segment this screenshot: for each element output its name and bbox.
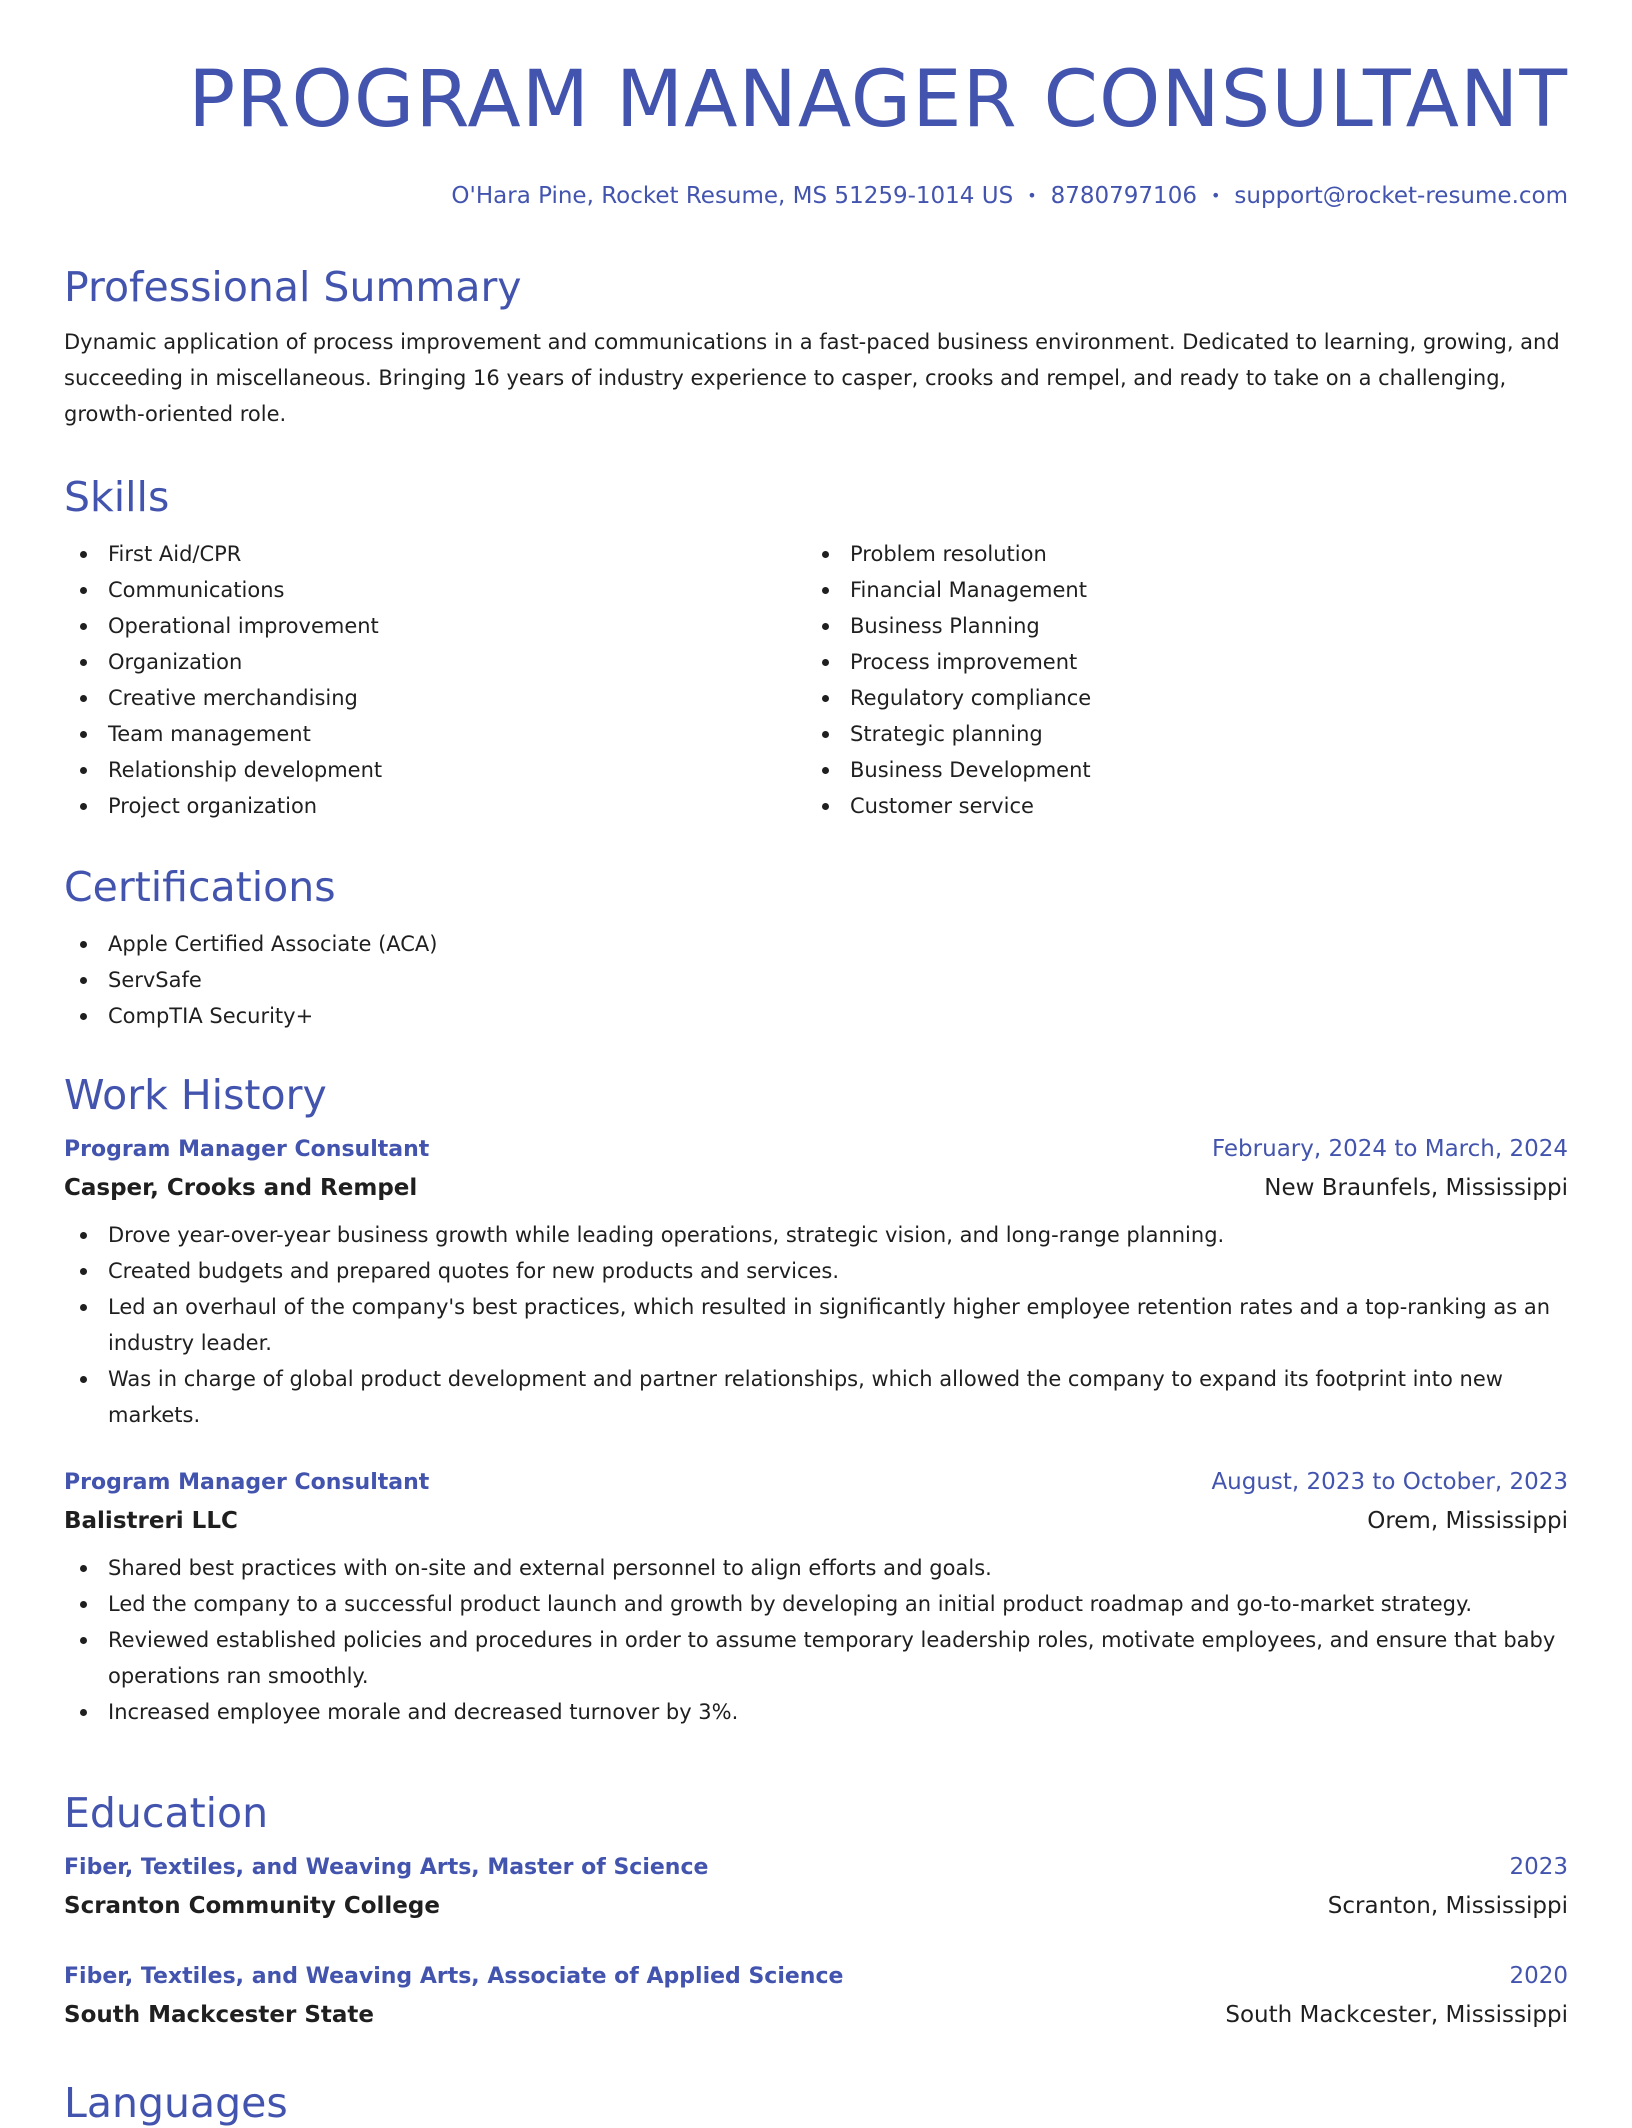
skill-item: Operational improvement bbox=[64, 608, 806, 644]
section-title-certifications: Certifications bbox=[64, 863, 336, 911]
job-header-row bbox=[64, 1130, 1568, 1169]
job-location: Orem, Mississippi bbox=[1367, 1508, 1568, 1534]
skill-item: Communications bbox=[64, 572, 806, 608]
job-company-row bbox=[64, 1502, 1568, 1540]
skill-item: Strategic planning bbox=[806, 716, 1566, 752]
job-company-row bbox=[64, 1169, 1568, 1207]
professional-summary-section bbox=[64, 262, 1568, 432]
languages-section bbox=[64, 2078, 1568, 2128]
certification-item: CompTIA Security+ bbox=[64, 998, 1568, 1034]
job-location: New Braunfels, Mississippi bbox=[1264, 1175, 1568, 1201]
job-bullet: Led the company to a successful product launch and growth by developing an initial product roadmap and go-to-market strategy. bbox=[64, 1586, 1568, 1622]
skill-item: Problem resolution bbox=[806, 536, 1566, 572]
certifications-list bbox=[64, 926, 1568, 1034]
education-degree: Fiber, Textiles, and Weaving Arts, Master of Science bbox=[64, 1855, 709, 1880]
skill-item: Business Development bbox=[806, 752, 1566, 788]
job-bullet: Led an overhaul of the company's best practices, which resulted in significantly higher employee retention rates and a top-ranking as an industry leader. bbox=[64, 1289, 1568, 1361]
skills-section bbox=[64, 472, 1568, 824]
section-title-work-history: Work History bbox=[64, 1071, 327, 1119]
job-dates: August, 2023 to October, 2023 bbox=[1211, 1469, 1568, 1495]
skill-item: Regulatory compliance bbox=[806, 680, 1566, 716]
skill-item: Financial Management bbox=[806, 572, 1566, 608]
education-year: 2023 bbox=[1509, 1854, 1568, 1880]
job-bullet: Drove year-over-year business growth while leading operations, strategic vision, and long-range planning. bbox=[64, 1217, 1568, 1253]
contact-address: O'Hara Pine, Rocket Resume, MS 51259-1014 US bbox=[451, 183, 1014, 209]
skill-item: Project organization bbox=[64, 788, 806, 824]
contact-email[interactable]: support@rocket-resume.com bbox=[1234, 183, 1568, 209]
education-school: South Mackcester State bbox=[64, 2002, 374, 2028]
job-entry bbox=[64, 1463, 1568, 1730]
candidate-name: PROGRAM MANAGER CONSULTANT bbox=[188, 55, 1568, 145]
certification-item: ServSafe bbox=[64, 962, 1568, 998]
education-header-row bbox=[64, 1957, 1568, 1996]
job-bullet: Reviewed established policies and procedures in order to assume temporary leadership roles, motivate employees, and ensure that baby operations ran smoothly. bbox=[64, 1622, 1568, 1694]
skill-item: Creative merchandising bbox=[64, 680, 806, 716]
job-title: Program Manager Consultant bbox=[64, 1470, 430, 1495]
skills-list-left bbox=[64, 536, 806, 824]
job-bullets bbox=[64, 1550, 1568, 1730]
section-title-education: Education bbox=[64, 1789, 269, 1837]
skill-item: Customer service bbox=[806, 788, 1566, 824]
education-year: 2020 bbox=[1509, 1963, 1568, 1989]
section-title-languages: Languages bbox=[64, 2079, 288, 2127]
skill-item: Business Planning bbox=[806, 608, 1566, 644]
certifications-section bbox=[64, 862, 1568, 1034]
education-section bbox=[64, 1788, 1568, 2034]
skill-item: Organization bbox=[64, 644, 806, 680]
contact-separator: • bbox=[1027, 186, 1037, 205]
job-dates: February, 2024 to March, 2024 bbox=[1211, 1136, 1568, 1162]
skill-item: Process improvement bbox=[806, 644, 1566, 680]
job-entry bbox=[64, 1130, 1568, 1433]
education-entry bbox=[64, 1957, 1568, 2034]
summary-text: Dynamic application of process improvement and communications in a fast-paced business environment. Dedicated to learning, growing, and succeeding in miscellaneous. Bringing 16 years of industry experience to casper, crooks and rempel, and ready to take on a challenging, growth-oriented role. bbox=[64, 330, 1560, 426]
job-company: Casper, Crooks and Rempel bbox=[64, 1175, 418, 1201]
skills-list-right bbox=[806, 536, 1566, 824]
certification-item: Apple Certified Associate (ACA) bbox=[64, 926, 1568, 962]
section-title-skills: Skills bbox=[64, 473, 170, 521]
education-school-row bbox=[64, 1887, 1568, 1925]
education-degree: Fiber, Textiles, and Weaving Arts, Associate of Applied Science bbox=[64, 1964, 844, 1989]
job-company: Balistreri LLC bbox=[64, 1508, 238, 1534]
education-location: South Mackcester, Mississippi bbox=[1225, 2002, 1568, 2028]
job-bullet: Shared best practices with on-site and external personnel to align efforts and goals. bbox=[64, 1550, 1568, 1586]
education-header-row bbox=[64, 1848, 1568, 1887]
contact-separator: • bbox=[1210, 186, 1221, 205]
skill-item: Relationship development bbox=[64, 752, 806, 788]
work-history-section bbox=[64, 1070, 1568, 1730]
skill-item: Team management bbox=[64, 716, 806, 752]
skills-grid bbox=[64, 536, 1568, 824]
job-bullet: Increased employee morale and decreased turnover by 3%. bbox=[64, 1694, 1568, 1730]
education-school-row bbox=[64, 1996, 1568, 2034]
contact-phone: 8780797106 bbox=[1050, 183, 1197, 209]
job-bullet: Was in charge of global product development and partner relationships, which allowed the company to expand its footprint into new markets. bbox=[64, 1361, 1568, 1433]
contact-line bbox=[64, 180, 1568, 214]
section-title-summary: Professional Summary bbox=[64, 263, 522, 311]
job-header-row bbox=[64, 1463, 1568, 1502]
education-school: Scranton Community College bbox=[64, 1893, 440, 1919]
job-bullet: Created budgets and prepared quotes for new products and services. bbox=[64, 1253, 1568, 1289]
education-entry bbox=[64, 1848, 1568, 1925]
job-bullets bbox=[64, 1217, 1568, 1433]
skill-item: First Aid/CPR bbox=[64, 536, 806, 572]
education-location: Scranton, Mississippi bbox=[1327, 1893, 1568, 1919]
job-title: Program Manager Consultant bbox=[64, 1137, 430, 1162]
